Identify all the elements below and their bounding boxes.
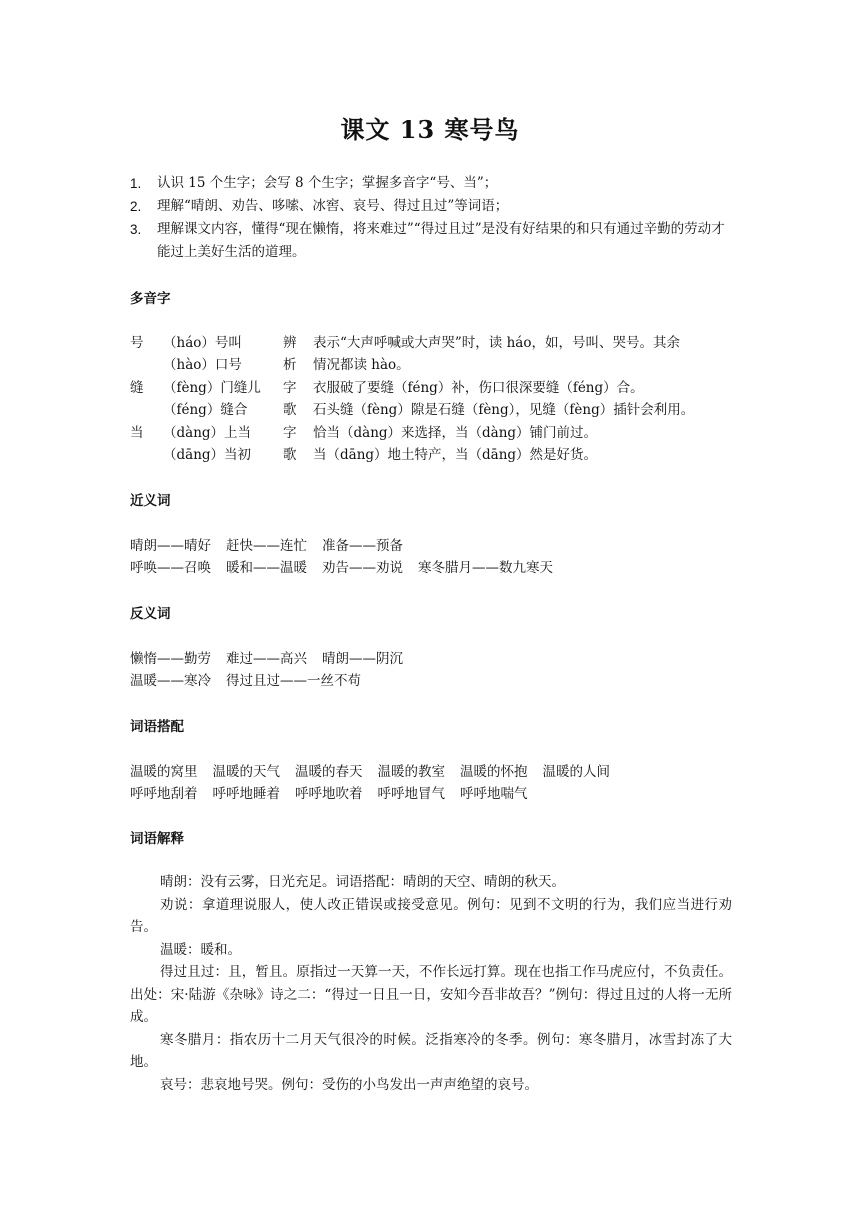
- section-heading-collocations: 词语搭配: [130, 719, 184, 734]
- goal-item: [130, 172, 735, 195]
- antonym-line: [130, 669, 376, 689]
- polyphonic-side-label: 字: [283, 425, 297, 441]
- word-pair: 晴朗——阴沉: [322, 651, 403, 667]
- goal-number: 3.: [130, 222, 142, 237]
- polyphonic-description: 衣服破了要缝（féng）补，伤口很深要缝（féng）合。: [313, 380, 644, 396]
- polyphonic-description: 石头缝（fèng）隙是石缝（fèng），见缝（fèng）插针会利用。: [313, 402, 695, 418]
- explanations-block: [130, 871, 732, 1096]
- phrase: 温暖的人间: [542, 764, 610, 780]
- polyphonic-reading: （féng）缝合: [163, 402, 248, 418]
- word-pair: 呼唤——召唤: [130, 560, 211, 576]
- explanation-paragraph: 哀号：悲哀地号哭。例句：受伤的小鸟发出一声声绝望的哀号。: [160, 1076, 538, 1093]
- word-pair: 得过且过——一丝不苟: [226, 673, 361, 689]
- antonym-line: [130, 647, 418, 667]
- goal-item: [130, 195, 735, 218]
- section-heading-synonyms: 近义词: [130, 493, 171, 508]
- polyphonic-description: 恰当（dàng）来选择，当（dàng）铺门前过。: [313, 425, 598, 441]
- phrase: 温暖的窝里: [130, 764, 198, 780]
- explanation-paragraph: 得过且过：且，暂且。原指过一天算一天，不作长远打算。现在也指工作马虎应付，不负责任。出处：宋·陆游《杂咏》诗之二：“得过一日且一日，安知今吾非故吾？”例句：得过且过的人将一无所成。: [130, 964, 732, 1025]
- section-heading-explanations: 词语解释: [130, 831, 184, 846]
- explanation-paragraph: 温暖：暖和。: [160, 941, 241, 958]
- synonym-line: [130, 556, 568, 576]
- polyphonic-side-label: 辨: [283, 335, 297, 351]
- word-pair: 温暖——寒冷: [130, 673, 211, 689]
- polyphonic-reading: （dàng）上当: [163, 425, 252, 441]
- word-pair: 劝告——劝说: [322, 560, 403, 576]
- explanation-paragraph: 劝说：拿道理说服人，使人改正错误或接受意见。例句：见到不文明的行为，我们应当进行劝告。: [130, 896, 732, 935]
- collocation-line: [130, 760, 625, 780]
- synonym-line: [130, 534, 418, 554]
- word-pair: 懒惰——勤劳: [130, 651, 211, 667]
- learning-goals-list: [130, 172, 735, 264]
- word-pair: 准备——预备: [322, 538, 403, 554]
- phrase: 温暖的天气: [212, 764, 280, 780]
- explanation-paragraph: 晴朗：没有云雾，日光充足。词语搭配：晴朗的天空、晴朗的秋天。: [160, 874, 565, 890]
- section-heading-polyphonic: 多音字: [130, 291, 171, 306]
- polyphonic-reading: （fèng）门缝儿: [163, 380, 261, 396]
- word-pair: 晴朗——晴好: [130, 538, 211, 554]
- polyphonic-reading: （dāng）当初: [163, 447, 252, 463]
- polyphonic-reading: （háo）号叫: [163, 335, 242, 351]
- polyphonic-description: 情况都读 hào。: [313, 357, 410, 373]
- polyphonic-char: 缝: [130, 380, 144, 396]
- goal-text: 理解课文内容，懂得“现在懒惰，将来难过”“得过且过”是没有好结果的和只有通过辛勤的劳动才能过上美好生活的道理。: [157, 221, 725, 260]
- polyphonic-reading: （hào）口号: [163, 357, 242, 373]
- word-pair: 暖和——温暖: [226, 560, 307, 576]
- phrase: 呼呼地睡着: [212, 786, 280, 802]
- word-pair: 赶快——连忙: [226, 538, 307, 554]
- phrase: 呼呼地冒气: [377, 786, 445, 802]
- explanation-paragraph: 寒冬腊月：指农历十二月天气很冷的时候。泛指寒冷的冬季。例句：寒冬腊月，冰雪封冻了大地。: [130, 1031, 732, 1070]
- goal-number: 2.: [130, 199, 142, 214]
- polyphonic-char: 号: [130, 335, 144, 351]
- word-pair: 寒冬腊月——数九寒天: [418, 560, 553, 576]
- polyphonic-side-label: 字: [283, 380, 297, 396]
- goal-number: 1.: [130, 176, 142, 191]
- goal-text: 理解“晴朗、劝告、哆嗦、冰窖、哀号、得过且过”等词语；: [157, 198, 509, 214]
- polyphonic-side-label: 歌: [283, 402, 297, 418]
- phrase: 温暖的春天: [295, 764, 363, 780]
- polyphonic-side-label: 歌: [283, 447, 297, 463]
- section-heading-antonyms: 反义词: [130, 606, 171, 621]
- polyphonic-char: 当: [130, 425, 144, 441]
- page-title: 课文 13 寒号鸟: [340, 115, 520, 144]
- polyphonic-description: 当（dāng）地土特产，当（dāng）然是好货。: [313, 447, 598, 463]
- goal-text: 认识 15 个生字；会写 8 个生字；掌握多音字“号、当”；: [157, 175, 498, 191]
- phrase: 呼呼地刮着: [130, 786, 198, 802]
- goal-item: [130, 218, 735, 264]
- polyphonic-description: 表示“大声呼喊或大声哭”时，读 háo，如，号叫、哭号。其余: [313, 335, 680, 351]
- word-pair: 难过——高兴: [226, 651, 307, 667]
- phrase: 呼呼地喘气: [460, 786, 528, 802]
- polyphonic-side-label: 析: [283, 357, 297, 373]
- phrase: 呼呼地吹着: [295, 786, 363, 802]
- phrase: 温暖的教室: [377, 764, 445, 780]
- collocation-line: [130, 782, 543, 802]
- phrase: 温暖的怀抱: [460, 764, 528, 780]
